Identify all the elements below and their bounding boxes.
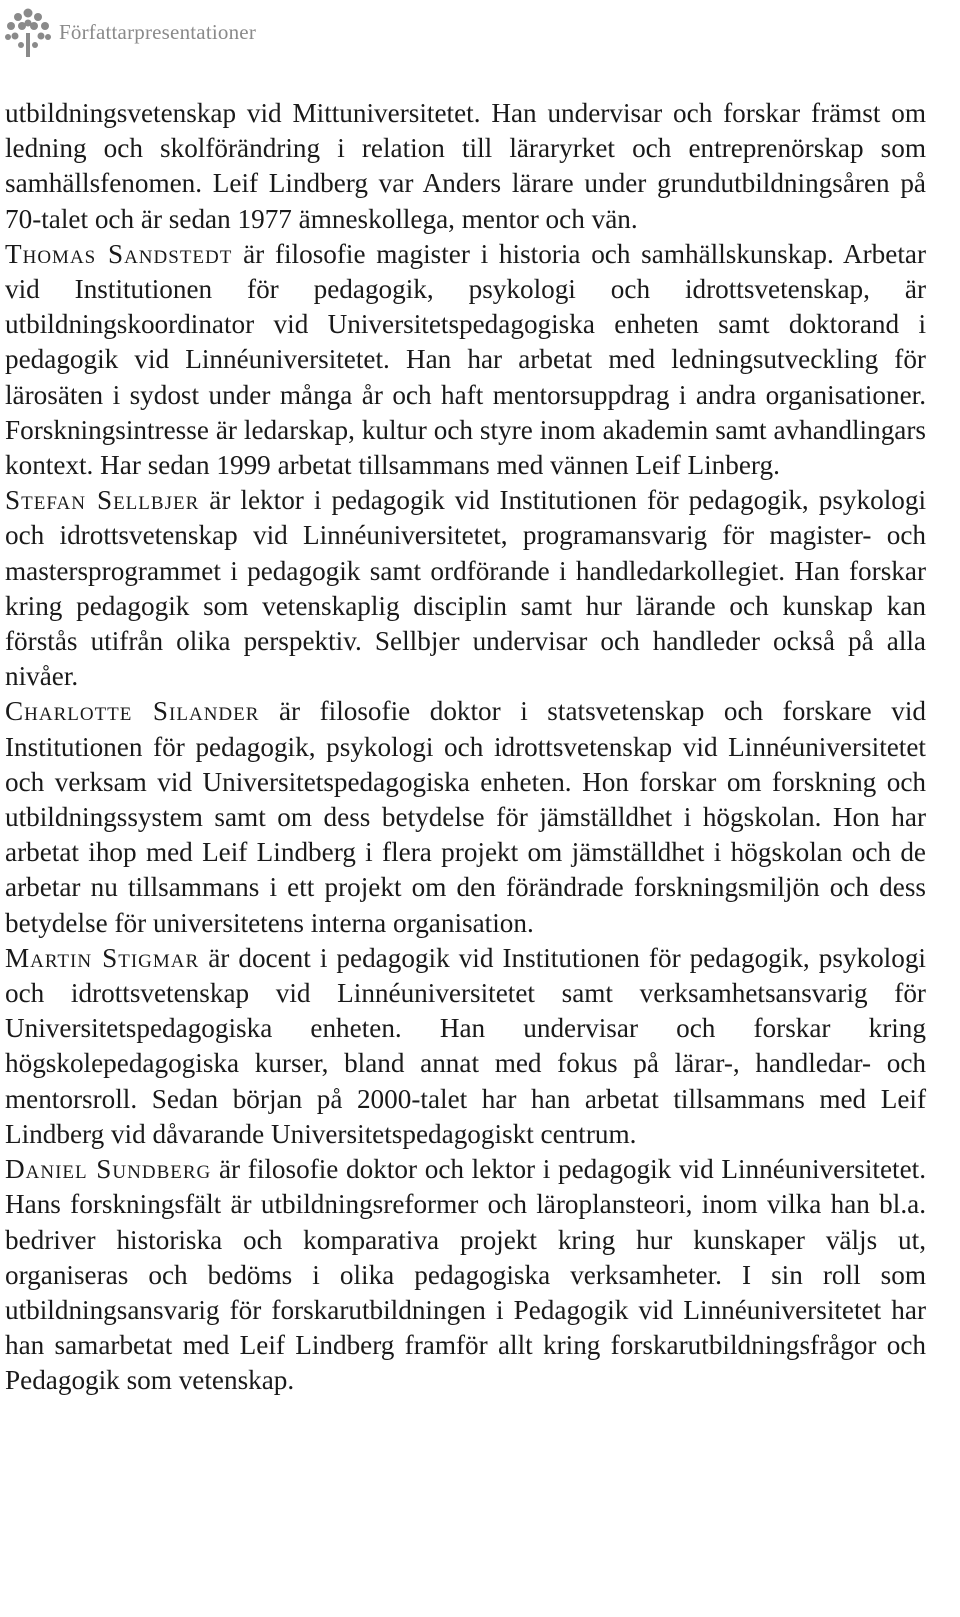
author-bio: är docent i pedagogik vid Institutionen för pedagogik, psykologi och idrottsvetenskap vid Linnéuniversitetet samt verksamhetsansvarig för Universitetspedagogiska enheten. Han undervisar och forskar kring högskolepedagogiska kurser, bland annat med fokus på lärar-, handledar- och mentorsroll. Sedan början på 2000-talet har han arbetat tillsammans med Leif Lindberg vid dåvarande Universitetspedagogiskt centrum. xyxy=(5,942,926,1149)
running-header-title: Författarpresentationer xyxy=(59,19,257,44)
author-entry-martin-stigmar xyxy=(5,941,926,1152)
paragraph-text: utbildningsvetenskap vid Mittuniversitetet. Han undervisar och forskar främst om ledning och skolförändring i relation till läraryrket och entreprenörskap som samhällsfenomen. Leif Lindberg var Anders lärare under grundutbildningsåren på 70-talet och är sedan 1977 ämneskollega, mentor och vän. xyxy=(5,98,926,234)
author-name: Charlotte Silander xyxy=(5,696,260,727)
author-bio: är filosofie doktor och lektor i pedagogik vid Linnéuniversitetet. Hans forskningsfält är utbildningsreformer och läroplansteori, inom vilka han bl.a. bedriver historiska och komparativa projekt kring hur kunskaper väljs ut, organiseras och bedöms i olika pedagogiska verksamheter. I sin roll som utbildningsansvarig för forskarutbildningen i Pedagogik vid Linnéuniversitetet har han samarbetat med Leif Lindberg framför allt kring forskarutbildningsfrågor och Pedagogik som vetenskap. xyxy=(5,1154,926,1396)
author-entry-thomas-sandstedt xyxy=(5,237,926,483)
paragraph-continuation xyxy=(5,96,926,237)
author-name: Martin Stigmar xyxy=(5,942,200,973)
author-name: Stefan Sellbjer xyxy=(5,485,200,516)
author-name: Thomas Sandstedt xyxy=(5,238,233,269)
author-bio: är filosofie magister i historia och samhällskunskap. Arbetar vid Institutionen för pedagogik, psykologi och idrottsvetenskap, är utbildningskoordinator vid Universitetspedagogiska enheten samt doktorand i pedagogik vid Linnéuniversitetet. Han har arbetat med ledningsutveckling för lärosäten i sydost under många år och haft mentorsuppdrag i andra organisationer. Forskningsintresse är ledarskap, kultur och styre inom akademin samt avhandlingars kontext. Har sedan 1999 arbetat tillsammans med vännen Leif Linberg. xyxy=(5,238,926,481)
page-header xyxy=(3,6,256,58)
author-name: Daniel Sundberg xyxy=(5,1154,212,1185)
author-bio: är filosofie doktor i statsvetenskap och forskare vid Institutionen för pedagogik, psykologi och idrottsvetenskap vid Linnéuniversitetet och verksam vid Universitetspedagogiska enheten. Hon forskar om forskning och utbildningssystem samt om dess betydelse för jämställdhet i högskolan. Hon har arbetat ihop med Leif Lindberg i flera projekt om jämställdhet i högskolan och de arbetar nu tillsammans i ett projekt om den förändrade forskningsmiljön och dess betydelse för universitetens interna organisation. xyxy=(5,696,926,938)
author-bio: är lektor i pedagogik vid Institutionen för pedagogik, psykologi och idrottsvetenskap vid Linnéuniversitetet, programansvarig för magister- och mastersprogrammet i pedagogik samt ordförande i handledarkollegiet. Han forskar kring pedagogik som vetenskaplig disciplin samt hur lärande och kunskap kan förstås utifrån olika perspektiv. Sellbjer undervisar och handleder också på alla nivåer. xyxy=(5,485,926,692)
author-entry-charlotte-silander xyxy=(5,694,926,940)
author-entry-daniel-sundberg xyxy=(5,1152,926,1398)
author-presentations-body xyxy=(5,96,926,1399)
author-entry-stefan-sellbjer xyxy=(5,483,926,694)
tree-icon xyxy=(3,7,53,57)
